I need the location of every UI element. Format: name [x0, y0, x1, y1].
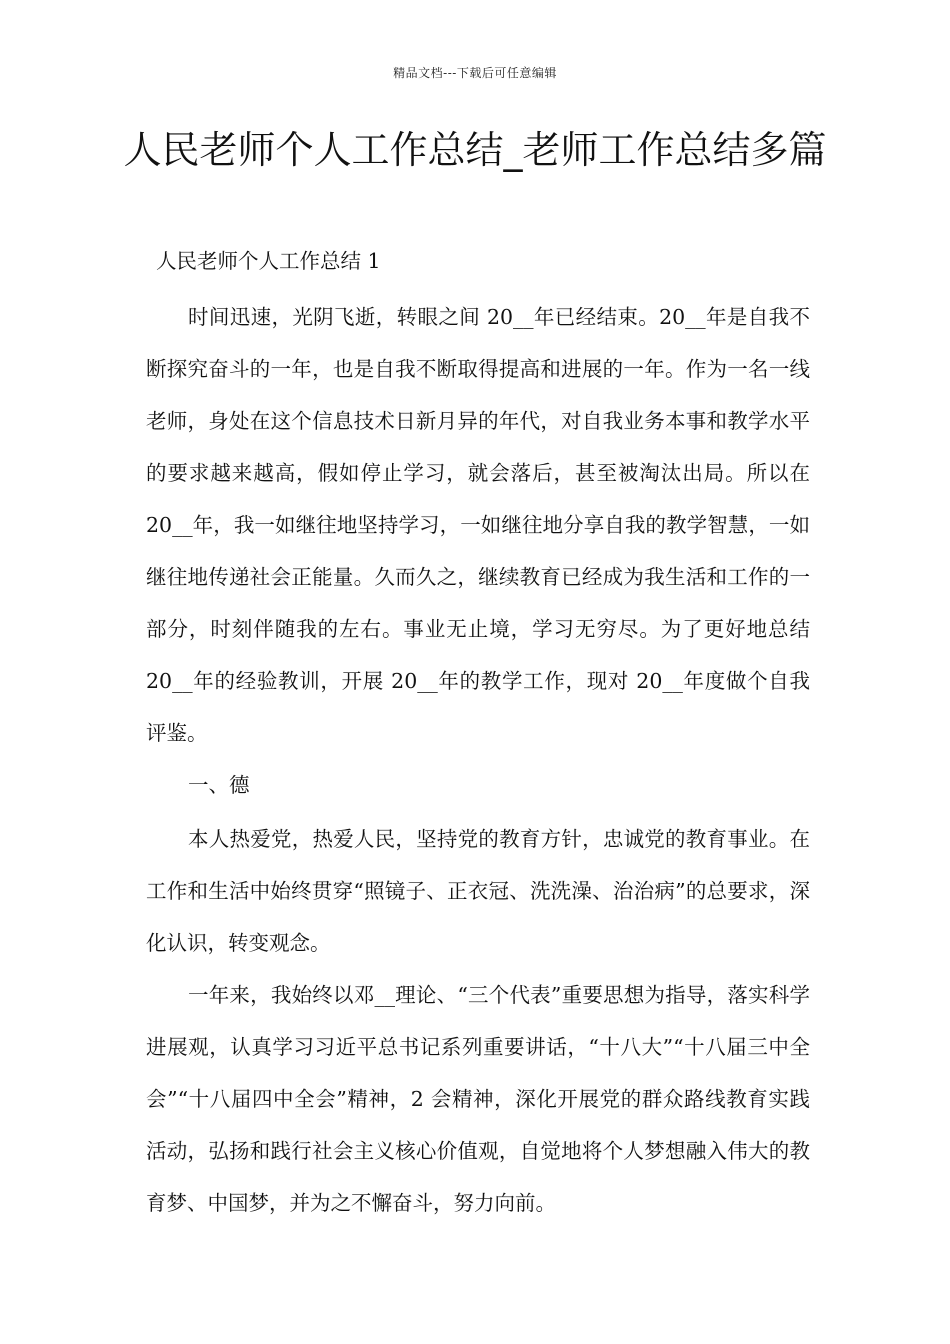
header-note: 精品文档---下载后可任意编辑 — [393, 66, 557, 80]
paragraph-study: 一年来，我始终以邓__理论、“三个代表”重要思想为指导，落实科学进展观，认真学习习近平总书记系列重要讲话，“十八大”“十八届三中全会”“十八届四中全会”精神，2 会精神，深化开展党的群众路线教育实践活动，弘扬和践行社会主义核心价值观，自觉地将个人梦想融入伟大的教育梦、中国梦，并为之不懈奋斗，努力向前。 — [146, 983, 810, 1215]
section-subtitle: 人民老师个人工作总结 1 — [156, 249, 381, 273]
paragraph-loyalty: 本人热爱党，热爱人民，坚持党的教育方针，忠诚党的教育事业。在工作和生活中始终贯穿“照镜子、正衣冠、洗洗澡、治治病”的总要求，深化认识，转变观念。 — [146, 827, 810, 955]
document-body — [146, 235, 810, 1229]
paragraph-intro: 时间迅速，光阴飞逝，转眼之间 20__年已经结束。20__年是自我不断探究奋斗的一年，也是自我不断取得提高和进展的一年。作为一名一线老师，身处在这个信息技术日新月异的年代，对自我业务本事和教学水平的要求越来越高，假如停止学习，就会落后，甚至被淘汰出局。所以在 20__年，我一如继往地坚持学习，一如继往地分享自我的教学智慧，一如继往地传递社会正能量。久而久之，继续教育已经成为我生活和工作的一部分，时刻伴随我的左右。事业无止境，学习无穷尽。为了更好地总结 20__年的经验教训，开展 20__年的教学工作，现对 20__年度做个自我评鉴。 — [146, 305, 810, 745]
document-title: 人民老师个人工作总结_老师工作总结多篇 — [123, 128, 827, 172]
section-heading-virtue: 一、德 — [188, 773, 250, 797]
